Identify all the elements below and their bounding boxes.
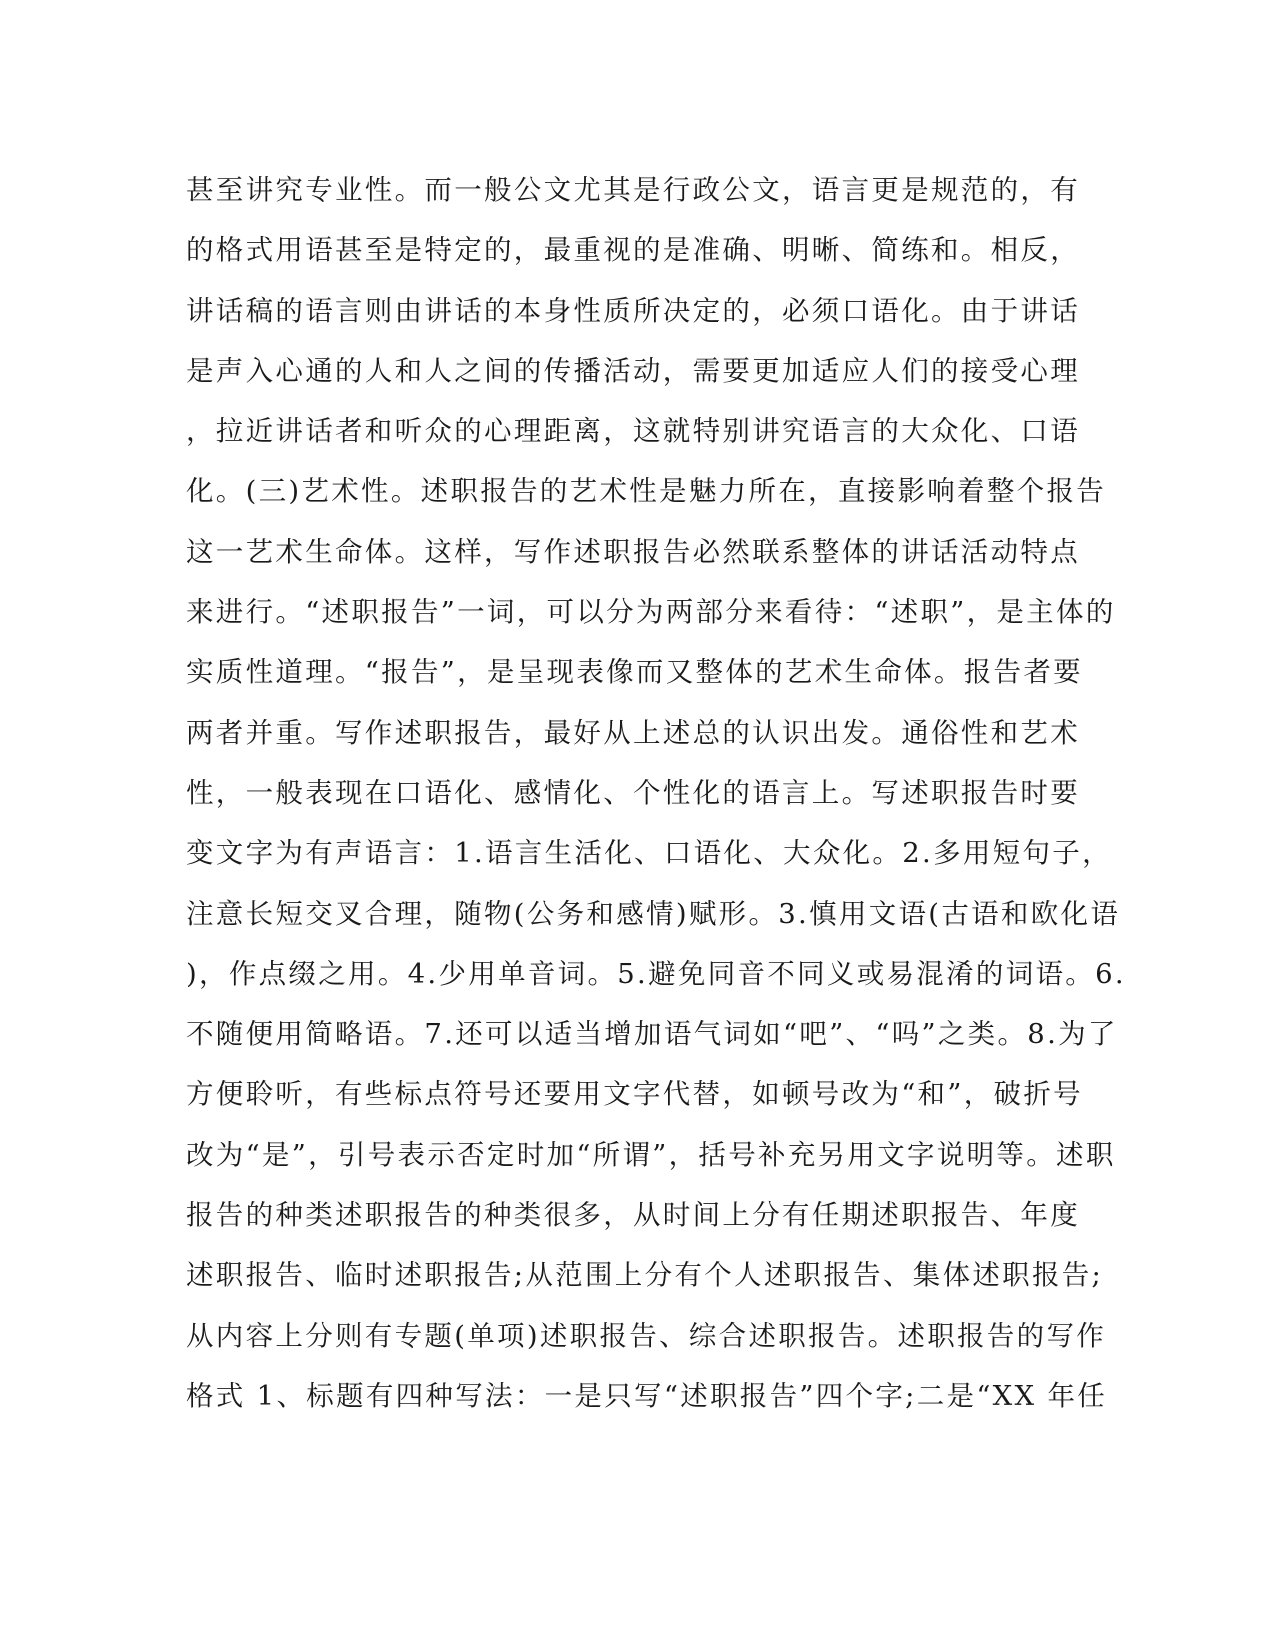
text-line: 不随便用简略语。7.还可以适当增加语气词如“吧”、“吗”之类。8.为了 xyxy=(186,1018,1118,1051)
text-line: ，拉近讲话者和听众的心理距离，这就特别讲究语言的大众化、口语 xyxy=(186,415,1080,448)
text-line: 化。(三)艺术性。述职报告的艺术性是魅力所在，直接影响着整个报告 xyxy=(186,475,1107,508)
text-line: 这一艺术生命体。这样，写作述职报告必然联系整体的讲话活动特点 xyxy=(186,535,1080,568)
text-line: 的格式用语甚至是特定的，最重视的是准确、明晰、简练和。相反， xyxy=(186,234,1080,267)
body-text xyxy=(186,160,1126,1426)
text-line: 甚至讲究专业性。而一般公文尤其是行政公文，语言更是规范的，有 xyxy=(186,174,1080,206)
text-line: 报告的种类述职报告的种类很多，从时间上分有任期述职报告、年度 xyxy=(186,1199,1080,1232)
text-line: 格式 1、标题有四种写法：一是只写“述职报告”四个字;二是“XX 年任 xyxy=(186,1379,1108,1412)
text-line: 实质性道理。“报告”，是呈现表像而又整体的艺术生命体。报告者要 xyxy=(186,656,1083,689)
text-line: 两者并重。写作述职报告，最好从上述总的认识出发。通俗性和艺术 xyxy=(186,716,1080,749)
text-line: 来进行。“述职报告”一词，可以分为两部分来看待：“述职”，是主体的 xyxy=(186,596,1116,629)
text-line: 讲话稿的语言则由讲话的本身性质所决定的，必须口语化。由于讲话 xyxy=(186,294,1080,327)
text-line: )，作点缀之用。4.少用单音词。5.避免同音不同义或易混淆的词语。6. xyxy=(186,957,1126,990)
text-line: 变文字为有声语言：1.语言生活化、口语化、大众化。2.多用短句子， xyxy=(186,837,1112,870)
text-line: 改为“是”，引号表示否定时加“所谓”，括号补充另用文字说明等。述职 xyxy=(186,1138,1116,1171)
text-line: 是声入心通的人和人之间的传播活动，需要更加适应人们的接受心理 xyxy=(186,354,1080,387)
text-line: 从内容上分则有专题(单项)述职报告、综合述职报告。述职报告的写作 xyxy=(186,1319,1107,1352)
text-line: 述职报告、临时述职报告;从范围上分有个人述职报告、集体述职报告; xyxy=(186,1259,1104,1292)
text-line: 注意长短交叉合理，随物(公务和感情)赋形。3.慎用文语(古语和欧化语 xyxy=(186,897,1121,930)
text-line: 方便聆听，有些标点符号还要用文字代替，如顿号改为“和”，破折号 xyxy=(186,1078,1083,1111)
text-line: 性，一般表现在口语化、感情化、个性化的语言上。写述职报告时要 xyxy=(186,776,1080,809)
